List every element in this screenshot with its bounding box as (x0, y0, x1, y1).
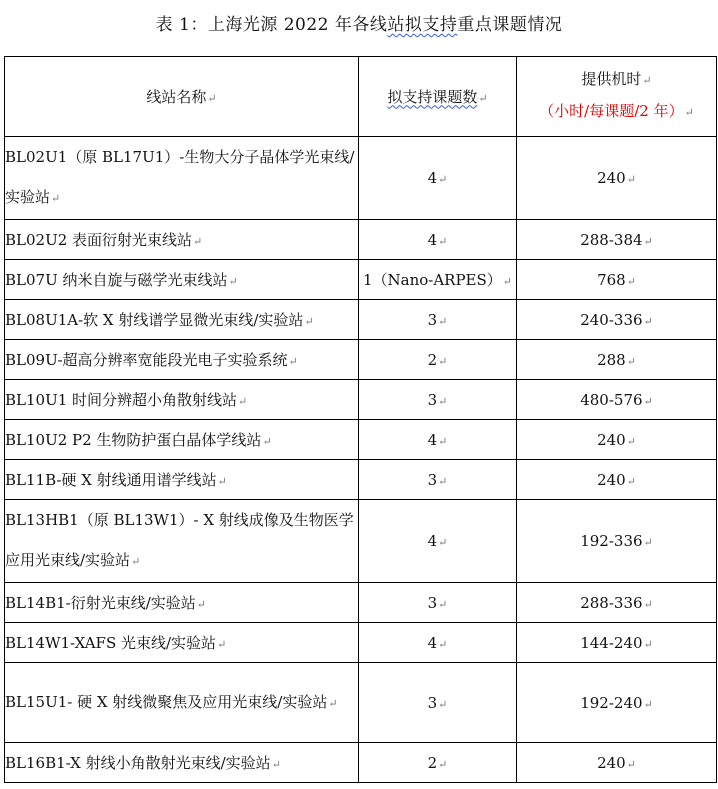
station-name-cell: BL02U1（原 BL17U1）-生物大分子晶体学光束线/实验站↵ (5, 137, 359, 220)
paragraph-mark-icon: ↵ (438, 234, 448, 248)
station-name-cell: BL08U1A-软 X 射线谱学显微光束线/实验站↵ (5, 300, 359, 340)
paragraph-mark-icon: ↵ (438, 536, 448, 549)
beam-hours-cell: 768↵ (517, 260, 717, 300)
paragraph-mark-icon: ↵ (643, 597, 653, 611)
table-row (5, 380, 717, 420)
paragraph-mark-icon: ↵ (262, 434, 272, 448)
table-row (5, 137, 717, 220)
paragraph-mark-icon: ↵ (438, 354, 448, 368)
paragraph-mark-icon: ↵ (643, 234, 653, 248)
beam-hours-cell: 480-576↵ (517, 380, 717, 420)
paragraph-mark-icon: ↵ (478, 91, 488, 105)
paragraph-mark-icon: ↵ (643, 697, 653, 711)
beam-hours-cell: 144-240↵ (517, 623, 717, 663)
topic-count-cell: 4↵ (359, 623, 517, 663)
topic-count-cell: 3↵ (359, 583, 517, 623)
header-hours-unit: （小时/每课题/2 年）↵ (539, 101, 694, 120)
station-name-cell: BL11B-硬 X 射线通用谱学线站↵ (5, 460, 359, 500)
table-row (5, 623, 717, 663)
paragraph-mark-icon: ↵ (288, 354, 298, 368)
paragraph-mark-icon: ↵ (438, 394, 448, 408)
topic-count-cell: 3↵ (359, 663, 517, 743)
paragraph-mark-icon: ↵ (626, 173, 636, 186)
topic-count-cell: 3↵ (359, 380, 517, 420)
beam-hours-cell: 192-336↵ (517, 500, 717, 583)
station-name-cell: BL14W1-XAFS 光束线/实验站↵ (5, 623, 359, 663)
table-row (5, 220, 717, 260)
table-row (5, 663, 717, 743)
beam-hours-cell: 288-336↵ (517, 583, 717, 623)
beam-hours-cell: 288↵ (517, 340, 717, 380)
station-name-cell: BL13HB1（原 BL13W1）- X 射线成像及生物医学应用光束线/实验站↵ (5, 500, 359, 583)
paragraph-mark-icon: ↵ (304, 314, 314, 328)
beam-hours-cell: 240↵ (517, 137, 717, 220)
station-name-cell: BL16B1-X 射线小角散射光束线/实验站↵ (5, 743, 359, 783)
paragraph-mark-icon: ↵ (438, 314, 448, 328)
station-name-cell: BL15U1- 硬 X 射线微聚焦及应用光束线/实验站↵ (5, 663, 359, 743)
beam-hours-cell: 240↵ (517, 743, 717, 783)
beam-hours-cell: 288-384↵ (517, 220, 717, 260)
paragraph-mark-icon: ↵ (626, 274, 636, 288)
paragraph-mark-icon: ↵ (684, 105, 694, 119)
topic-count-cell: 4↵ (359, 220, 517, 260)
paragraph-mark-icon: ↵ (438, 597, 448, 611)
paragraph-mark-icon: ↵ (643, 314, 653, 328)
paragraph-mark-icon: ↵ (502, 274, 513, 288)
topic-count-cell: 3↵ (359, 300, 517, 340)
table-header-row (5, 57, 717, 137)
station-name-cell: BL02U2 表面衍射光束线站↵ (5, 220, 359, 260)
paragraph-mark-icon: ↵ (196, 597, 206, 611)
paragraph-mark-icon: ↵ (626, 434, 636, 448)
paragraph-mark-icon: ↵ (217, 637, 227, 651)
paragraph-mark-icon: ↵ (438, 474, 448, 488)
station-name-cell: BL14B1-衍射光束线/实验站↵ (5, 583, 359, 623)
paragraph-mark-icon: ↵ (626, 474, 636, 488)
paragraph-mark-icon: ↵ (217, 474, 227, 488)
header-station-name: 线站名称↵ (5, 57, 359, 137)
topic-count-cell: 2↵ (359, 743, 517, 783)
paragraph-mark-icon: ↵ (193, 234, 203, 248)
beam-hours-cell: 240-336↵ (517, 300, 717, 340)
paragraph-mark-icon: ↵ (271, 757, 281, 771)
table-caption (0, 10, 718, 35)
paragraph-mark-icon: ↵ (642, 73, 652, 87)
paragraph-mark-icon: ↵ (438, 697, 448, 711)
table-row (5, 260, 717, 300)
paragraph-mark-icon: ↵ (328, 696, 338, 710)
paragraph-mark-icon: ↵ (438, 434, 448, 448)
paragraph-mark-icon: ↵ (643, 637, 653, 651)
caption-prefix: 表 1：上海光源 2022 年各线 (155, 15, 388, 35)
header-topic-count: 拟支持课题数↵ (359, 57, 517, 137)
paragraph-mark-icon: ↵ (643, 536, 653, 549)
beam-hours-cell: 192-240↵ (517, 663, 717, 743)
paragraph-mark-icon: ↵ (643, 394, 653, 408)
table-row (5, 460, 717, 500)
topic-count-cell: 4↵ (359, 420, 517, 460)
topic-count-cell: 2↵ (359, 340, 517, 380)
topic-count-cell: 4↵ (359, 500, 517, 583)
paragraph-mark-icon: ↵ (438, 173, 448, 186)
caption-spellcheck-underline: 站拟支持 (387, 15, 458, 35)
paragraph-mark-icon: ↵ (228, 274, 238, 288)
beam-hours-cell: 240↵ (517, 460, 717, 500)
station-name-cell: BL09U-超高分辨率宽能段光电子实验系统↵ (5, 340, 359, 380)
station-name-cell: BL10U2 P2 生物防护蛋白晶体学线站↵ (5, 420, 359, 460)
topic-count-cell: 3↵ (359, 460, 517, 500)
paragraph-mark-icon: ↵ (626, 354, 636, 368)
station-name-cell: BL07U 纳米自旋与磁学光束线站↵ (5, 260, 359, 300)
paragraph-mark-icon: ↵ (131, 555, 141, 568)
station-name-cell: BL10U1 时间分辨超小角散射线站↵ (5, 380, 359, 420)
caption-suffix: 重点课题情况 (457, 15, 563, 35)
table-row (5, 743, 717, 783)
header-hours-title: 提供机时↵ (581, 69, 652, 88)
paragraph-mark-icon: ↵ (438, 757, 448, 771)
paragraph-mark-icon: ↵ (51, 192, 61, 205)
paragraph-mark-icon: ↵ (438, 637, 448, 651)
beamline-table (4, 56, 717, 783)
table-row (5, 340, 717, 380)
header-beam-hours (517, 57, 717, 137)
topic-count-cell: 1（Nano-ARPES）↵ (359, 260, 517, 300)
table-row (5, 500, 717, 583)
table-row (5, 420, 717, 460)
table-row (5, 583, 717, 623)
table-row (5, 300, 717, 340)
paragraph-mark-icon: ↵ (238, 394, 248, 408)
beam-hours-cell: 240↵ (517, 420, 717, 460)
topic-count-cell: 4↵ (359, 137, 517, 220)
paragraph-mark-icon: ↵ (207, 91, 217, 105)
paragraph-mark-icon: ↵ (626, 757, 636, 771)
